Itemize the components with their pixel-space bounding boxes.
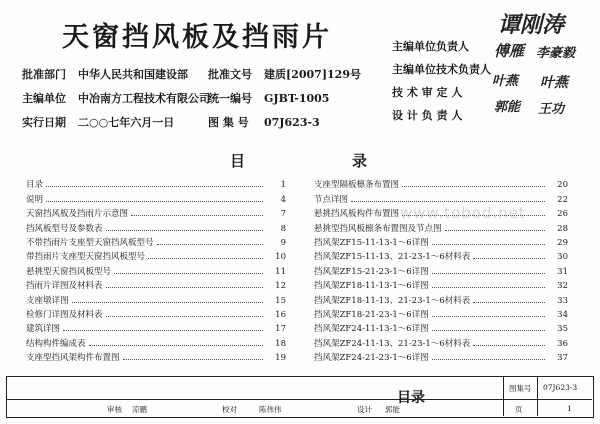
approval-row	[22, 86, 382, 110]
signature: 叶燕	[540, 75, 568, 91]
toc-entry-page: 34	[557, 309, 568, 320]
leader-dots	[473, 302, 545, 303]
toc-entry-page: 26	[557, 209, 568, 220]
responsible-role: 设 计 负 责 人	[392, 108, 463, 122]
leader-dots	[432, 359, 545, 360]
toc-entry-page: 36	[557, 338, 568, 349]
toc-entry[interactable]	[26, 205, 286, 219]
toc-entry[interactable]	[314, 334, 568, 348]
meta-key: 主编单位	[22, 92, 66, 105]
toc-entry-page: 30	[557, 252, 568, 263]
check-label: 校对	[222, 405, 237, 414]
checker-name: 陈伟伟	[259, 405, 282, 414]
toc-entry-page: 7	[280, 209, 286, 220]
toc-entry-title: 悬挑型挡风板檩条布置图及节点图	[314, 223, 442, 234]
toc-entry-title: 节点详图	[314, 194, 349, 205]
leader-dots	[432, 316, 545, 317]
toc-entry-page: 9	[280, 237, 286, 248]
toc-entry-page: 19	[275, 353, 286, 364]
toc-entry-page: 29	[557, 237, 568, 248]
toc-entry-title: 支座墩详图	[26, 295, 69, 306]
toc-entry-page: 31	[557, 266, 568, 277]
leader-dots	[473, 258, 545, 259]
toc-entry-title: 挡风架ZF24-11-13-1～6详图	[314, 324, 429, 335]
leader-dots	[157, 244, 263, 245]
toc-entry-page: 37	[557, 353, 568, 364]
approval-row	[22, 110, 382, 134]
toc-entry-title: 挡风板型号及参数表	[26, 223, 103, 234]
leader-dots	[72, 302, 263, 303]
toc-entry-title: 挡风架ZF15-11-13-1～6详图	[314, 237, 429, 248]
toc-entry-page: 8	[280, 223, 286, 234]
leader-dots	[106, 230, 263, 231]
toc-entry[interactable]	[314, 306, 568, 320]
page-number: 1	[567, 404, 572, 413]
leader-dots	[114, 273, 263, 274]
page-label: 页	[515, 405, 523, 414]
leader-dots	[106, 316, 263, 317]
toc-entry-page: 22	[557, 194, 568, 205]
leader-dots	[148, 258, 263, 259]
toc-entry-title: 不带挡雨片支座型天窗挡风板型号	[26, 237, 154, 248]
toc-entry-page: 12	[275, 281, 286, 292]
toc-entry-page: 33	[557, 295, 568, 306]
toc-entry-page: 32	[557, 281, 568, 292]
leader-dots	[63, 330, 263, 331]
toc-entry-title: 支座型隔板檩条布置图	[314, 180, 400, 191]
toc-entry-title: 挡风架ZF15-11-13、21-23-1～6材料表	[314, 252, 471, 263]
toc-entry-title: 检修门详图及材料表	[26, 309, 103, 320]
toc-entry[interactable]	[26, 176, 286, 190]
meta-key: 图 集 号	[208, 116, 249, 129]
toc-entry[interactable]	[26, 320, 286, 334]
toc-entry-page: 10	[275, 252, 286, 263]
toc-heading: 目	[230, 152, 246, 170]
toc-entry-page: 17	[275, 324, 286, 335]
toc-entry-page: 1	[280, 180, 286, 191]
title-block-title: 目录	[397, 390, 425, 406]
toc-entry[interactable]	[26, 248, 286, 262]
toc-heading: 录	[352, 152, 368, 170]
toc-entry-title: 天窗挡风板及挡雨片示意图	[26, 209, 129, 220]
toc-entry[interactable]	[26, 234, 286, 248]
toc-entry-title: 支座型挡风架构件布置图	[26, 353, 120, 364]
toc-entry[interactable]	[314, 248, 568, 262]
meta-value: 中华人民共和国建设部	[78, 68, 188, 81]
toc-entry[interactable]	[26, 334, 286, 348]
atlas-label: 图集号	[509, 384, 532, 393]
meta-value: 中冶南方工程技术有限公司	[78, 92, 210, 105]
toc-entry-title: 挡风架ZF18-11-13-1～6详图	[314, 281, 429, 292]
leader-dots	[432, 330, 545, 331]
design-label: 设计	[357, 405, 372, 414]
leader-dots	[432, 244, 545, 245]
leader-dots	[432, 273, 545, 274]
divider	[7, 399, 592, 400]
toc-entry[interactable]	[26, 306, 286, 320]
toc-entry-title: 悬挑挡风板构件布置图	[314, 209, 400, 220]
toc-entry-title: 挡风架ZF24-11-13、21-23-1～6材料表	[314, 338, 471, 349]
toc-entry-page: 28	[557, 223, 568, 234]
leader-dots	[402, 186, 545, 187]
meta-key: 批准文号	[208, 68, 252, 81]
toc-entry-title: 挡雨片详图及材料表	[26, 281, 103, 292]
leader-dots	[432, 287, 545, 288]
signature: 李豪毅	[536, 46, 576, 61]
toc-left-column	[26, 176, 286, 363]
meta-value: 二○○七年六月一日	[78, 116, 175, 129]
toc-entry[interactable]	[314, 277, 568, 291]
leader-dots	[445, 230, 545, 231]
divider	[503, 377, 504, 416]
title-block	[6, 376, 594, 418]
toc-entry-page: 18	[275, 338, 286, 349]
toc-entry-title: 挡风架ZF18-11-13、21-23-1～6材料表	[314, 295, 471, 306]
review-label: 审核	[107, 405, 122, 414]
toc-entry[interactable]	[314, 234, 568, 248]
toc-entry[interactable]	[26, 262, 286, 276]
toc-entry-page: 35	[557, 324, 568, 335]
leader-dots	[46, 201, 263, 202]
designer-name: 郭能	[385, 405, 400, 414]
toc-entry-title: 目录	[26, 180, 44, 191]
meta-key: 统一编号	[208, 92, 252, 105]
toc-entry-title: 挡风架ZF24-21-23-1～6详图	[314, 353, 429, 364]
toc-entry[interactable]	[314, 176, 568, 190]
toc-entry[interactable]	[314, 262, 568, 276]
approval-row	[22, 62, 382, 86]
toc-entry[interactable]	[314, 320, 568, 334]
toc-entry[interactable]	[314, 349, 568, 363]
toc-entry-title: 建筑详图	[26, 324, 61, 335]
toc-entry[interactable]	[314, 291, 568, 305]
signature: 叶燕	[492, 74, 519, 89]
toc-entry-page: 20	[557, 180, 568, 191]
toc-entry[interactable]	[26, 277, 286, 291]
leader-dots	[89, 345, 263, 346]
toc-entry-title: 带挡雨片支座型天窗挡风板型号	[26, 252, 146, 263]
toc-entry-page: 16	[275, 309, 286, 320]
leader-dots	[123, 359, 263, 360]
leader-dots	[473, 345, 545, 346]
responsible-role: 主编单位技术负责人	[392, 62, 491, 76]
meta-key: 实行日期	[22, 116, 66, 129]
toc-entry-title: 说明	[26, 194, 44, 205]
divider	[537, 377, 538, 416]
meta-value: 07J623-3	[264, 115, 320, 129]
signature: 谭刚涛	[498, 13, 565, 38]
meta-value: 建质[2007]129号	[264, 68, 361, 81]
watermark: www.tobod.net	[400, 204, 526, 222]
approval-info	[22, 62, 382, 134]
toc-entry-title: 结构构件编成表	[26, 338, 86, 349]
leader-dots	[106, 287, 263, 288]
toc-entry[interactable]	[26, 219, 286, 233]
toc-entry[interactable]	[26, 291, 286, 305]
atlas-number: 07J623-3	[543, 383, 578, 392]
signature: 郭能	[494, 100, 521, 115]
toc-entry-page: 4	[280, 194, 286, 205]
toc-entry[interactable]	[26, 349, 286, 363]
leader-dots	[46, 186, 263, 187]
toc-entry[interactable]	[314, 190, 568, 204]
responsible-role: 技 术 审 定 人	[392, 85, 463, 99]
leader-dots	[131, 215, 263, 216]
toc-entry-page: 11	[275, 266, 286, 277]
meta-value: GJBT-1005	[264, 91, 330, 105]
responsible-role: 主编单位负责人	[392, 39, 469, 53]
toc-entry[interactable]	[26, 190, 286, 204]
toc-entry-title: 挡风架ZF15-21-23-1～6详图	[314, 266, 429, 277]
signature: 王功	[538, 102, 565, 117]
page-title: 天窗挡风板及挡雨片	[62, 22, 332, 53]
leader-dots	[351, 201, 545, 202]
meta-key: 批准部门	[22, 68, 66, 81]
toc-entry-title: 挡风架ZF18-21-23-1～6详图	[314, 309, 429, 320]
signature: 傅雁	[494, 42, 525, 60]
toc-entry-page: 15	[275, 295, 286, 306]
reviewer-name: 凉鹏	[132, 405, 147, 414]
toc-entry-title: 悬挑型天窗挡风板型号	[26, 266, 112, 277]
